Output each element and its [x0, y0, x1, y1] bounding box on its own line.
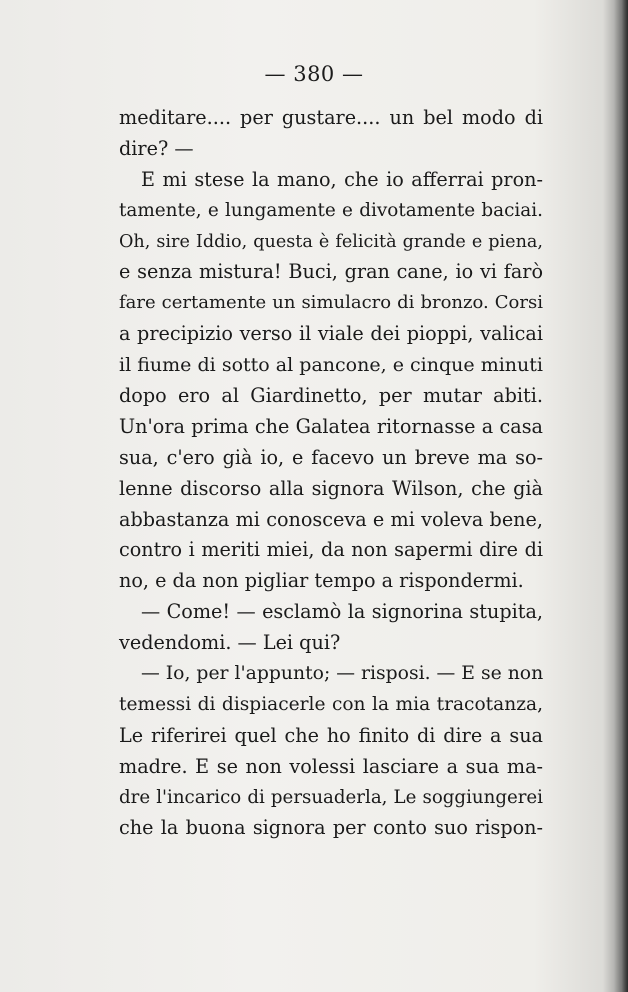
text-line: Un'ora prima che Galatea ritornasse a casa [119, 414, 543, 438]
text-line: meditare.... per gustare.... un bel modo di [119, 106, 543, 129]
text-line: temessi di dispiacerle con la mia tracotanza, [119, 693, 543, 715]
text-line: — Io, per l'appunto; — risposi. — E se non [141, 663, 544, 685]
text-line: e senza mistura! Buci, gran cane, io vi farò [119, 260, 543, 284]
text-line: abbastanza mi conosceva e mi voleva bene, [119, 507, 543, 531]
text-line: a precipizio verso il viale dei pioppi, valicai [119, 322, 543, 346]
text-line: tamente, e lungamente e divotamente baciai. [119, 199, 543, 221]
body-text [119, 103, 543, 844]
text-line: dire? — [119, 136, 194, 160]
text-line: Le riferirei quel che ho finito di dire a sua [119, 723, 543, 747]
text-line: dopo ero al Giardinetto, per mutar abiti. [119, 384, 543, 408]
text-line: dre l'incarico di persuaderla, Le soggiungerei [119, 786, 543, 808]
page-edge-shadow [614, 0, 628, 992]
text-line: sua, c'ero già io, e facevo un breve ma so- [119, 445, 543, 469]
text-line: lenne discorso alla signora Wilson, che già [119, 476, 543, 500]
text-line: vedendomi. — Lei qui? [119, 631, 341, 655]
text-line: madre. E se non volessi lasciare a sua ma- [119, 754, 543, 778]
text-line: il fiume di sotto al pancone, e cinque minuti [119, 354, 543, 377]
text-line: E mi stese la mano, che io afferrai pron- [141, 167, 543, 191]
text-line: — Come! — esclamò la signorina stupita, [141, 600, 543, 624]
text-line: fare certamente un simulacro di bronzo. Corsi [119, 292, 543, 314]
text-line: no, e da non pigliar tempo a rispondermi. [119, 569, 524, 593]
text-line: contro i meriti miei, da non sapermi dire di [119, 538, 543, 562]
text-line: che la buona signora per conto suo rispon- [119, 816, 543, 840]
page-number: — 380 — [264, 62, 364, 86]
text-line: Oh, sire Iddio, questa è felicità grande e piena, [119, 231, 543, 252]
